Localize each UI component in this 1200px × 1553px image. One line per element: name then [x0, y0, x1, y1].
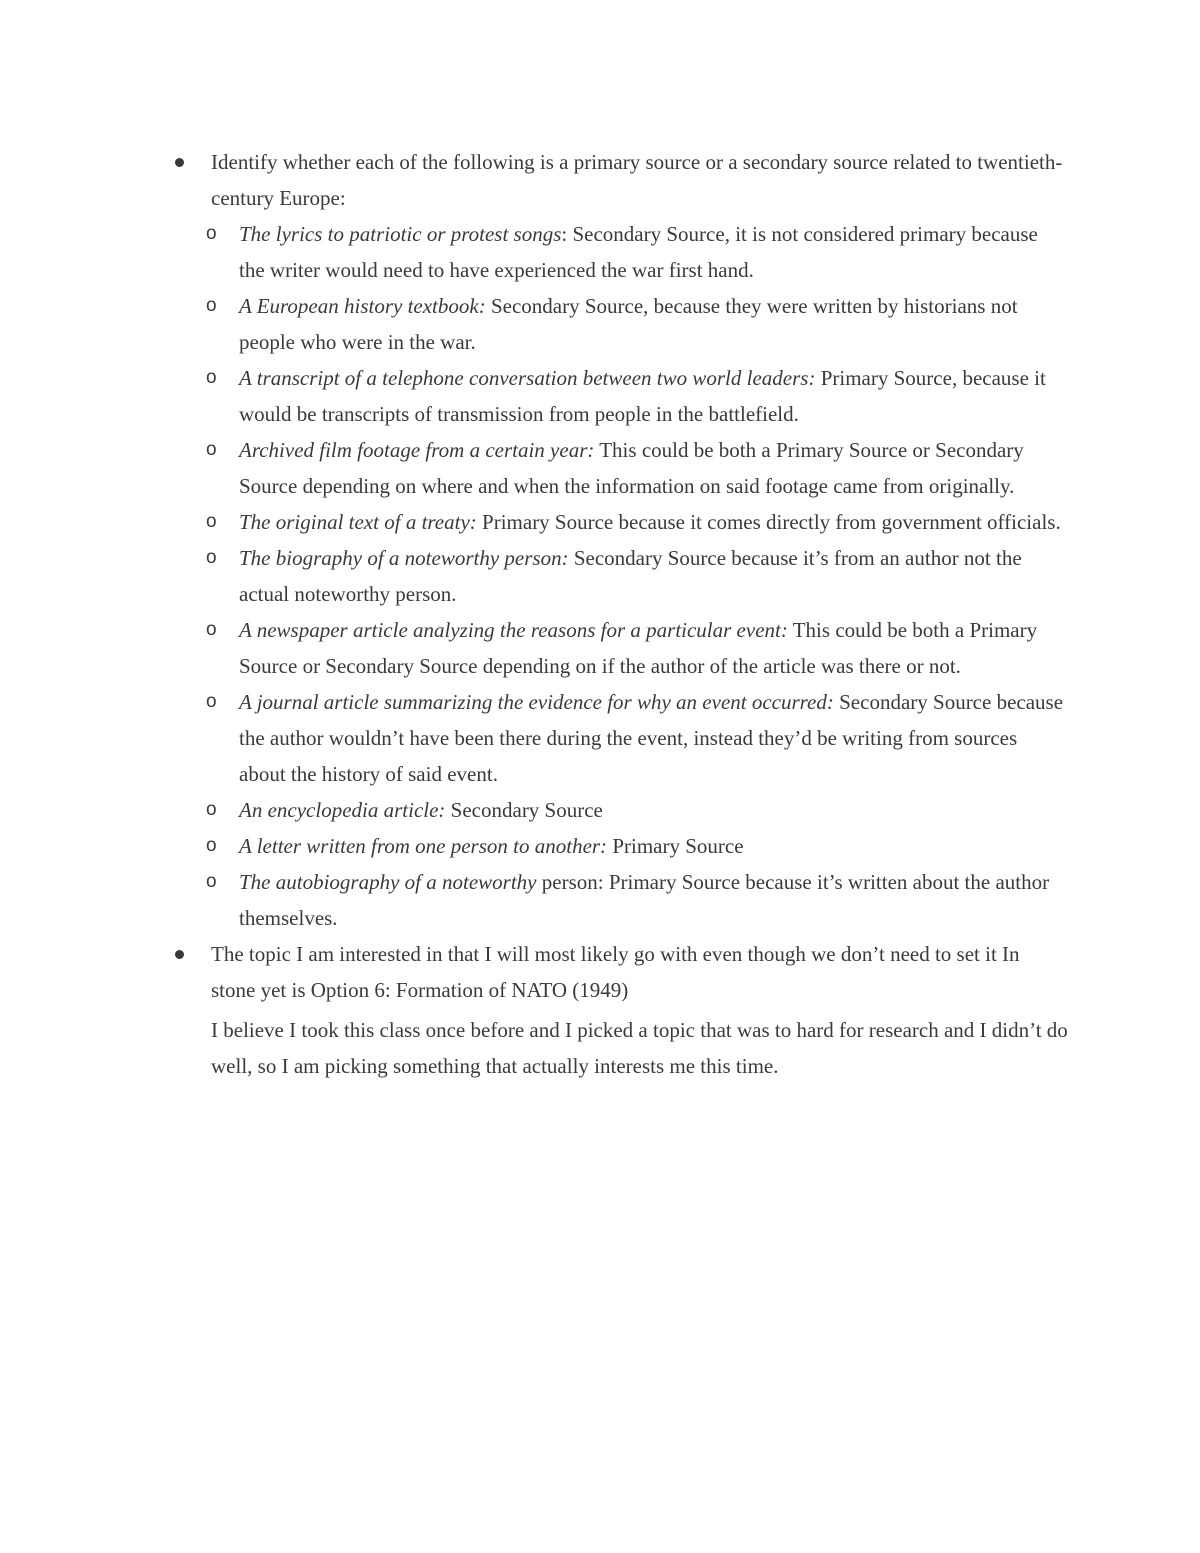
source-item-letter: [168, 828, 1068, 864]
source-term: The autobiography of a noteworthy: [239, 870, 537, 894]
sub-bullet-marker: o: [206, 691, 217, 712]
source-term: An encyclopedia article:: [239, 798, 446, 822]
source-answer: : Secondary Source, it is not considered primary because the writer would need to have experienced the war first hand.: [239, 222, 1038, 282]
sub-bullet-marker: o: [206, 439, 217, 460]
document-body: [168, 144, 1068, 1084]
source-item-encyclopedia: [168, 792, 1068, 828]
bullet-dot-icon: [175, 158, 184, 167]
source-term: A letter written from one person to another:: [239, 834, 608, 858]
sub-bullet-marker: o: [206, 295, 217, 316]
sub-bullet-marker: o: [206, 223, 217, 244]
source-item-lyrics: [168, 216, 1068, 288]
source-answer: This could be both a Primary Source or Secondary Source depending on if the author of the article was there or not.: [239, 618, 1038, 678]
source-answer: Primary Source because it comes directly from government officials.: [476, 510, 1061, 534]
source-item-journal: [168, 684, 1068, 792]
source-answer: Secondary Source because the author wouldn’t have been there during the event, instead they’d be writing from sources about the history of said event.: [239, 690, 1064, 786]
sub-bullet-marker: o: [206, 367, 217, 388]
source-term: The biography of a noteworthy person:: [239, 546, 569, 570]
source-term: A newspaper article analyzing the reasons for a particular event:: [239, 618, 788, 642]
source-answer: Secondary Source because it’s from an author not the actual noteworthy person.: [239, 546, 1022, 606]
sub-bullet-marker: o: [206, 871, 217, 892]
source-item-newspaper: [168, 612, 1068, 684]
source-answer: This could be both a Primary Source or Secondary Source depending on where and when the information on said footage came from originally.: [239, 438, 1024, 498]
topic-text: The topic I am interested in that I will most likely go with even though we don’t need to set it In stone yet is Option 6: Formation of NATO (1949): [211, 942, 1020, 1002]
source-item-treaty: [168, 504, 1068, 540]
source-item-transcript: [168, 360, 1068, 432]
source-answer: Primary Source, because it would be transcripts of transmission from people in the battlefield.: [239, 366, 1046, 426]
source-item-film-footage: [168, 432, 1068, 504]
source-term: A journal article summarizing the evidence for why an event occurred:: [239, 690, 834, 714]
source-answer: Secondary Source, because they were written by historians not people who were in the war.: [239, 294, 1018, 354]
bullet-item-topic: [168, 936, 1068, 1008]
source-term: A European history textbook:: [239, 294, 486, 318]
source-item-textbook: [168, 288, 1068, 360]
topic-reason-paragraph: I believe I took this class once before and I picked a topic that was to hard for research and I didn’t do well, so I am picking something that actually interests me this time.: [211, 1018, 1068, 1078]
source-item-biography: [168, 540, 1068, 612]
bullet-intro-text: Identify whether each of the following is a primary source or a secondary source related to twentieth-century Europe:: [211, 150, 1063, 210]
sub-bullet-marker: o: [206, 799, 217, 820]
source-list: [168, 216, 1068, 936]
source-term: The lyrics to patriotic or protest songs: [239, 222, 562, 246]
bullet-dot-icon: [175, 950, 184, 959]
sub-bullet-marker: o: [206, 619, 217, 640]
source-answer: person: Primary Source because it’s written about the author themselves.: [239, 870, 1050, 930]
sub-bullet-marker: o: [206, 835, 217, 856]
sub-bullet-marker: o: [206, 511, 217, 532]
source-term: The original text of a treaty:: [239, 510, 477, 534]
source-answer: Secondary Source: [445, 798, 603, 822]
source-term: A transcript of a telephone conversation between two world leaders:: [239, 366, 816, 390]
source-item-autobiography: [168, 864, 1068, 936]
source-term: Archived film footage from a certain year:: [239, 438, 595, 462]
source-answer: Primary Source: [607, 834, 744, 858]
bullet-item-sources: [168, 144, 1068, 216]
sub-bullet-marker: o: [206, 547, 217, 568]
